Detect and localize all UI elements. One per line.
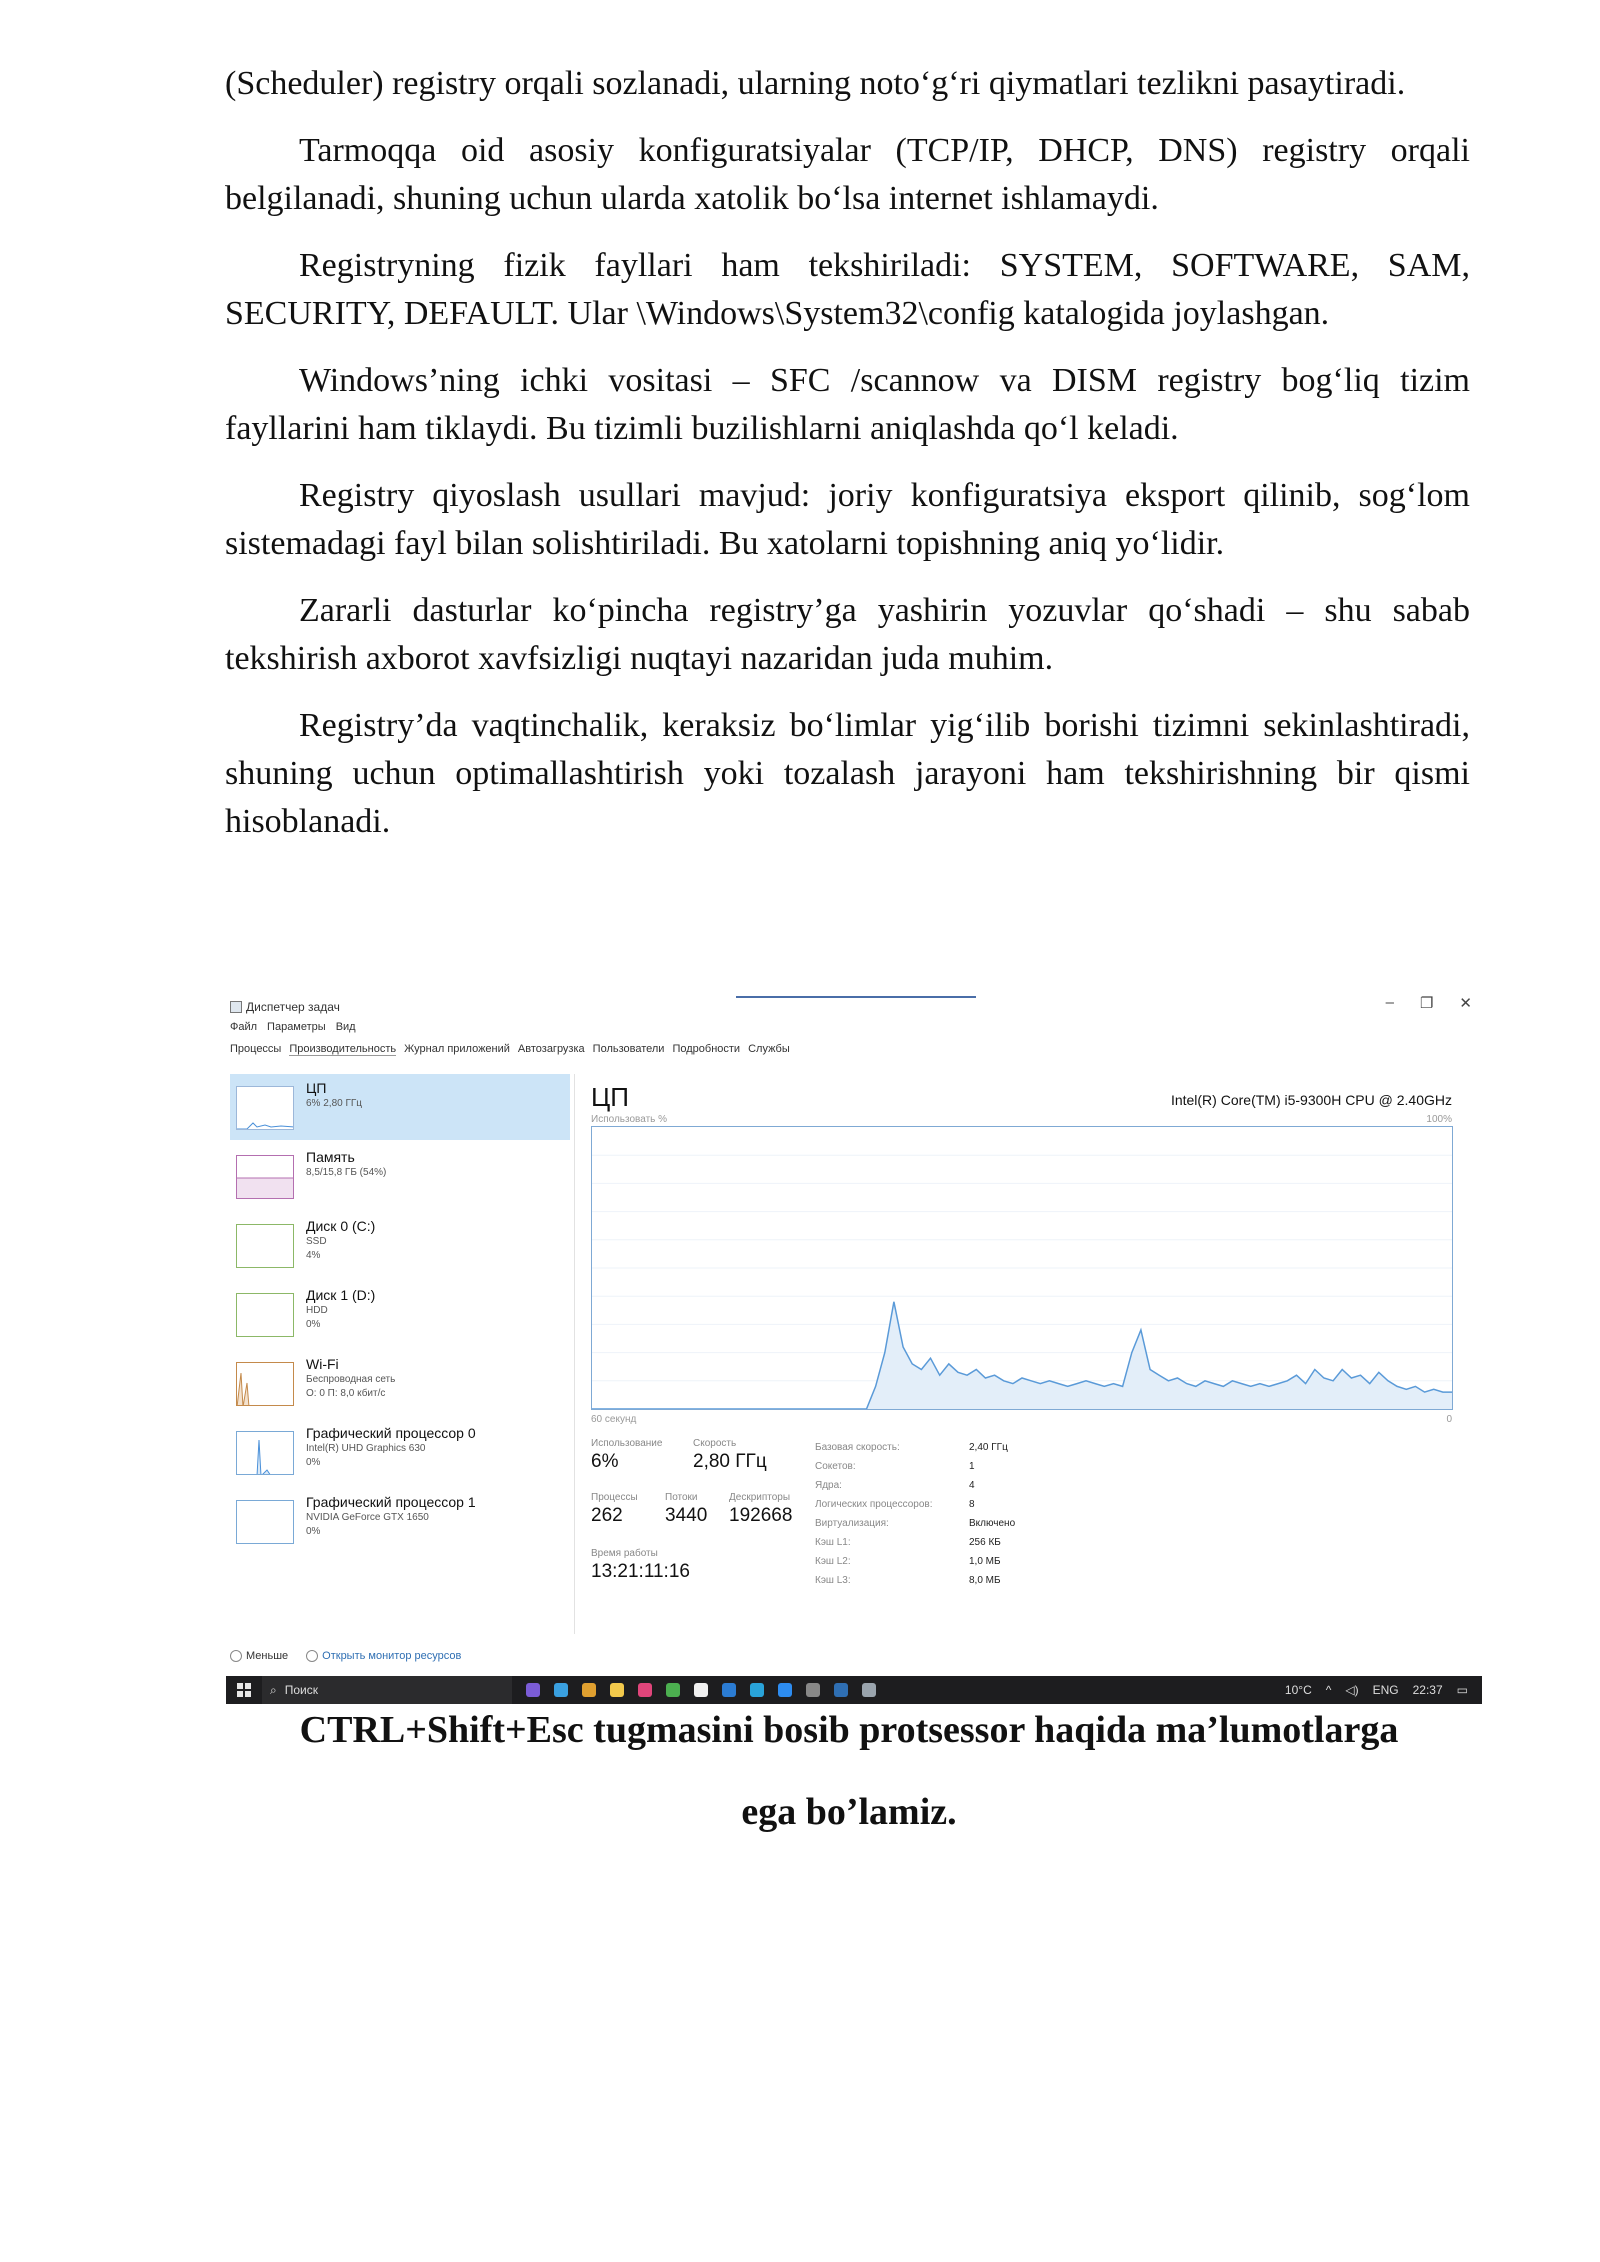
notification-icon[interactable]: ▭ (1456, 1683, 1468, 1697)
window-title-text: Диспетчер задач (246, 1000, 340, 1014)
paragraph-4: Windows’ning ichki vositasi – SFC /scannow va DISM registry bog‘liq tizim fayllarini ham tiklaydi. Bu tizimli buzilishlarni aniqlashda qo‘l keladi. (225, 362, 1470, 447)
spec-row (815, 1495, 1015, 1514)
memory-thumbnail-graph (236, 1155, 294, 1199)
sidebar-item-value: О: 0 П: 8,0 кбит/с (306, 1388, 386, 1399)
performance-sidebar (230, 1074, 570, 1557)
figure-caption-line-2: ega bo’lamiz. (741, 1791, 957, 1833)
system-tray (1285, 1683, 1482, 1697)
sidebar-item-detail: Intel(R) UHD Graphics 630 (306, 1443, 426, 1454)
cpu-thumbnail-graph (236, 1086, 294, 1130)
weather-widget[interactable]: 10°C (1284, 1683, 1312, 1697)
resource-monitor-label: Открыть монитор ресурсов (322, 1650, 462, 1662)
minimize-button[interactable]: – (1385, 994, 1394, 1011)
graph-axis-label: Использовать % (591, 1114, 668, 1125)
taskbar-app-icon[interactable] (666, 1683, 680, 1697)
cpu-detail-panel (574, 1074, 1474, 1634)
sidebar-item-gpu-1[interactable] (230, 1488, 570, 1554)
stat-label: Использование (591, 1438, 663, 1449)
spec-row (815, 1457, 1015, 1476)
spec-value: 256 КБ (969, 1537, 1001, 1548)
menu-bar (230, 1021, 356, 1033)
fewer-details-button[interactable] (230, 1650, 288, 1662)
taskbar-app-icon[interactable] (526, 1683, 540, 1697)
tab-services[interactable]: Службы (748, 1043, 790, 1055)
paragraph-2: Tarmoqqa oid asosiy konfiguratsiyalar (TCP/IP, DHCP, DNS) registry orqali belgilanadi, shuning uchun ularda xatolik bo‘lsa internet ishlamaydi. (225, 132, 1470, 217)
sidebar-item-label: Wi-Fi (306, 1356, 339, 1372)
stat-uptime (591, 1548, 690, 1583)
figure-caption-line-1: CTRL+Shift+Esc tugmasini bosib protsessor haqida ma’lumotlarga (299, 1709, 1399, 1751)
sidebar-item-value: 0% (306, 1457, 321, 1468)
spec-value: 1 (969, 1461, 975, 1472)
taskbar-app-icon[interactable] (694, 1683, 708, 1697)
restore-button[interactable]: ❐ (1419, 995, 1434, 1012)
tab-details[interactable]: Подробности (672, 1043, 741, 1055)
tab-users[interactable]: Пользователи (592, 1043, 665, 1055)
spec-value: 4 (969, 1480, 975, 1491)
start-button[interactable] (226, 1676, 262, 1704)
spec-key: Виртуализация: (815, 1518, 889, 1529)
sidebar-item-label: Диск 0 (C:) (306, 1218, 376, 1234)
spec-row (815, 1514, 1015, 1533)
stat-value: 13:21:11:16 (591, 1561, 690, 1582)
window-accent-line (736, 996, 976, 998)
clock[interactable]: 22:37 (1412, 1683, 1443, 1697)
sidebar-item-detail: Беспроводная сеть (306, 1374, 396, 1385)
spec-key: Кэш L1: (815, 1537, 851, 1548)
stat-value: 2,80 ГГц (693, 1451, 767, 1472)
stat-label: Дескрипторы (729, 1492, 791, 1503)
paragraph-3: Registryning fizik fayllari ham tekshiriladi: SYSTEM, SOFTWARE, SAM, SECURITY, DEFAULT. Ular \Windows\System32\config katalogida joylashgan. (225, 247, 1470, 332)
paragraph-6: Zararli dasturlar ko‘pincha registry’ga yashirin yozuvlar qo‘shadi – shu sabab tekshirish axborot xavfsizligi nuqtayi nazaridan juda muhim. (225, 592, 1470, 677)
panel-title: ЦП (591, 1082, 629, 1112)
taskbar-app-icon[interactable] (582, 1683, 596, 1697)
sidebar-item-label: Графический процессор 1 (306, 1494, 476, 1510)
spec-value: 1,0 МБ (969, 1556, 1001, 1567)
taskbar-app-icon[interactable] (638, 1683, 652, 1697)
menu-view[interactable]: Вид (335, 1021, 356, 1033)
speaker-icon[interactable]: ◁) (1345, 1683, 1359, 1697)
gpu-1-thumbnail-graph (236, 1500, 294, 1544)
stat-utilization (591, 1438, 662, 1473)
tab-processes[interactable]: Процессы (230, 1043, 282, 1055)
stat-value: 6% (591, 1451, 619, 1472)
spec-row (815, 1533, 1015, 1552)
document-body (225, 60, 1470, 865)
disk-1-thumbnail-graph (236, 1293, 294, 1337)
language-indicator[interactable]: ENG (1372, 1683, 1399, 1697)
spec-value: 2,40 ГГц (969, 1442, 1008, 1453)
windows-logo-icon (237, 1683, 251, 1697)
windows-taskbar (226, 1676, 1482, 1704)
sidebar-item-detail: NVIDIA GeForce GTX 1650 (306, 1512, 429, 1523)
graph-axis-max: 100% (1426, 1114, 1452, 1125)
wifi-thumbnail-graph (236, 1362, 294, 1406)
tab-performance[interactable]: Производительность (289, 1043, 397, 1055)
sidebar-item-disk-1[interactable] (230, 1281, 570, 1347)
taskbar-app-icon[interactable] (834, 1683, 848, 1697)
taskbar-app-icon[interactable] (750, 1683, 764, 1697)
fewer-details-label: Меньше (246, 1650, 289, 1662)
spec-key: Базовая скорость: (815, 1442, 900, 1453)
tab-startup[interactable]: Автозагрузка (517, 1043, 585, 1055)
stat-value: 192668 (729, 1505, 793, 1526)
stat-speed (693, 1438, 767, 1473)
stat-label: Время работы (591, 1548, 658, 1559)
spec-value: Включено (969, 1518, 1016, 1529)
stat-value: 262 (591, 1505, 623, 1526)
stat-label: Процессы (591, 1492, 638, 1503)
stat-label: Потоки (665, 1492, 698, 1503)
task-manager-icon (230, 1001, 242, 1013)
spec-row (815, 1438, 1015, 1457)
gpu-0-thumbnail-graph (236, 1431, 294, 1475)
sidebar-item-label: Диск 1 (D:) (306, 1287, 376, 1303)
spec-value: 8,0 МБ (969, 1575, 1001, 1586)
chevron-up-icon[interactable]: ^ (1325, 1683, 1332, 1697)
stat-processes (591, 1492, 638, 1527)
cpu-model-name: Intel(R) Core(TM) i5-9300H CPU @ 2.40GHz (1170, 1092, 1452, 1108)
menu-file[interactable]: Файл (230, 1021, 258, 1033)
sidebar-item-gpu-0[interactable] (230, 1419, 570, 1485)
sidebar-item-value: 4% (306, 1250, 321, 1261)
task-manager-screenshot (226, 988, 1482, 1704)
graph-time-span: 60 секунд (591, 1414, 637, 1425)
search-placeholder: Поиск (284, 1683, 318, 1697)
taskbar-app-icon[interactable] (554, 1683, 568, 1697)
sidebar-item-detail: HDD (306, 1305, 328, 1316)
spec-row (815, 1552, 1015, 1571)
paragraph-7: Registry’da vaqtinchalik, keraksiz bo‘limlar yig‘ilib borishi tizimni sekinlashtiradi, shuning uchun optimallashtirish yoki tozalash jarayoni ham tekshirishning bir qismi hisoblanadi. (225, 707, 1470, 840)
spec-key: Логических процессоров: (815, 1499, 933, 1510)
stat-threads (665, 1492, 707, 1527)
tab-bar (230, 1043, 790, 1056)
taskbar-app-icon[interactable] (610, 1683, 624, 1697)
graph-axis-zero: 0 (1446, 1414, 1452, 1425)
paragraph-5: Registry qiyoslash usullari mavjud: joriy konfiguratsiya eksport qilinib, sog‘lom sistemadagi fayl bilan solishtiriladi. Bu xatolarni topishning aniq yo‘lidir. (225, 477, 1470, 562)
stat-label: Скорость (693, 1438, 737, 1449)
sidebar-item-detail: 8,5/15,8 ГБ (54%) (306, 1167, 387, 1178)
sidebar-item-wifi[interactable] (230, 1350, 570, 1416)
taskbar-app-icon[interactable] (806, 1683, 820, 1697)
stat-value: 3440 (665, 1505, 708, 1526)
cpu-usage-area (592, 1302, 1452, 1409)
footer-links (230, 1650, 461, 1662)
open-resource-monitor-link[interactable] (306, 1650, 461, 1662)
close-button[interactable]: ✕ (1459, 995, 1472, 1012)
disk-0-thumbnail-graph (236, 1224, 294, 1268)
cpu-specs-list (815, 1438, 1015, 1590)
spec-key: Кэш L2: (815, 1556, 851, 1567)
taskbar-search-box[interactable] (262, 1676, 512, 1704)
menu-options[interactable]: Параметры (267, 1021, 326, 1033)
sidebar-item-detail: 6% 2,80 ГГц (306, 1098, 363, 1109)
cpu-usage-chart (592, 1127, 1452, 1409)
spec-key: Ядра: (815, 1480, 842, 1491)
sidebar-item-label: ЦП (306, 1080, 327, 1096)
sidebar-item-detail: SSD (306, 1236, 327, 1247)
spec-row (815, 1476, 1015, 1495)
sidebar-item-cpu[interactable] (230, 1074, 570, 1140)
sidebar-item-label: Память (306, 1149, 355, 1165)
taskbar-apps (526, 1683, 876, 1697)
window-controls (1386, 994, 1472, 1012)
spec-key: Сокетов: (815, 1461, 856, 1472)
tab-app-history[interactable]: Журнал приложений (404, 1043, 510, 1055)
taskbar-app-icon[interactable] (722, 1683, 736, 1697)
cpu-usage-graph (591, 1126, 1453, 1410)
spec-value: 8 (969, 1499, 975, 1510)
paragraph-1: (Scheduler) registry orqali sozlanadi, ularning noto‘g‘ri qiymatlari tezlikni pasaytiradi. (225, 65, 1406, 102)
sidebar-item-label: Графический процессор 0 (306, 1425, 476, 1441)
spec-key: Кэш L3: (815, 1575, 851, 1586)
sidebar-item-value: 0% (306, 1319, 321, 1330)
taskbar-app-icon[interactable] (862, 1683, 876, 1697)
sidebar-item-disk-0[interactable] (230, 1212, 570, 1278)
resource-monitor-icon (306, 1650, 318, 1662)
chevron-up-icon (230, 1650, 242, 1662)
search-icon: ⌕ (270, 1682, 277, 1697)
taskbar-app-icon[interactable] (778, 1683, 792, 1697)
sidebar-item-memory[interactable] (230, 1143, 570, 1209)
sidebar-item-value: 0% (306, 1526, 321, 1537)
stat-handles (729, 1492, 792, 1527)
window-title (230, 1000, 340, 1014)
spec-row (815, 1571, 1015, 1590)
